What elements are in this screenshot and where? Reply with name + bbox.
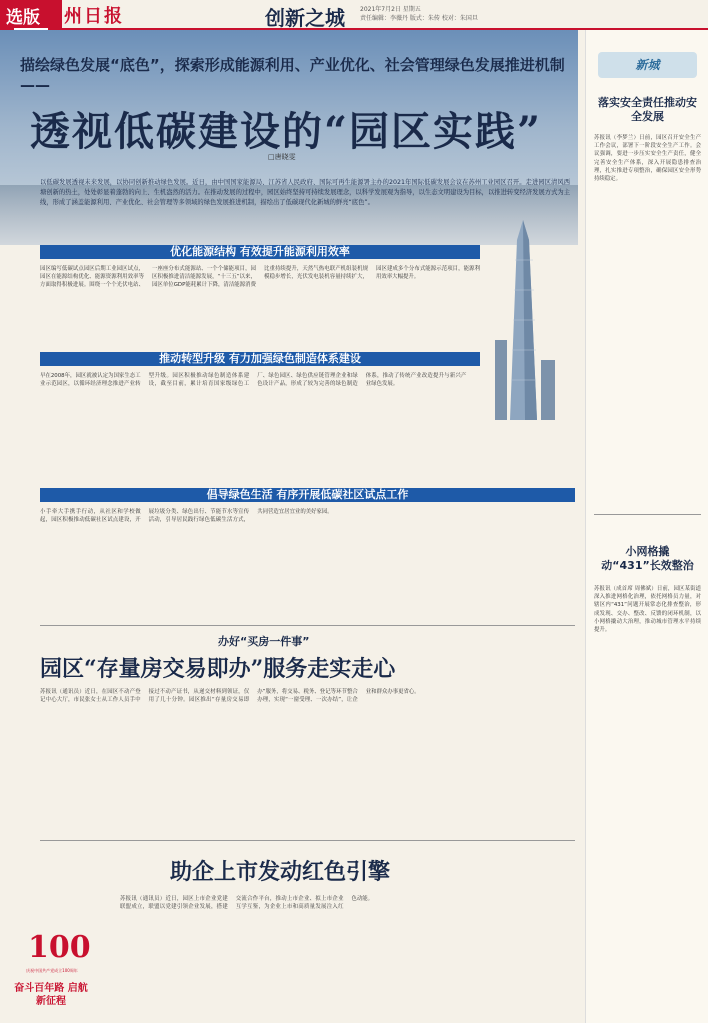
centenary-caption: 庆祝中国共产党成立100周年 xyxy=(26,968,78,973)
article1-subhead-3: 倡导绿色生活 有序开展低碳社区试点工作 xyxy=(40,488,575,502)
centenary-number: 100 xyxy=(28,930,91,965)
divider xyxy=(40,840,575,841)
editor-credits: 责任编辑：李薇丹 版式：朱传 校对：朱国旦 xyxy=(360,15,478,22)
divider xyxy=(40,625,575,626)
section-title: 创新之城 xyxy=(265,6,345,30)
sidebar1-headline: 落实安全责任推动安全发展 xyxy=(598,96,697,123)
issue-date: 2021年7月2日 星期五 xyxy=(360,6,421,13)
article1-body-2: 早在2008年，园区就被认定为国家生态工业示范园区，以循环经济理念推进产业转型升级。园区积极推动绿色制造体系建设，截至目前，累计培育国家级绿色工厂、绿色园区、绿色供应链管理企业和绿色设计产品，形成了较为完善的绿色制造体系，推动了传统产业改造提升与新兴产业绿色发展。 xyxy=(40,373,467,388)
newspaper-masthead: 州日报 xyxy=(64,6,124,27)
edition-label: 选版 xyxy=(6,8,40,28)
sidebar-banner: 新城 xyxy=(598,52,697,78)
article1-headline: 透视低碳建设的“园区实践” xyxy=(30,108,543,155)
sidebar2-headline: 小网格撬动“431”长效整治 xyxy=(601,545,694,572)
issue-meta xyxy=(360,5,478,23)
sidebar xyxy=(585,30,708,1023)
article1-kicker: 描绘绿色发展“底色”，探索形成能源利用、产业优化、社会管理绿色发展推进机制—— xyxy=(20,56,565,94)
article1-body-3: 小手牵大手携手行动，从社区和学校做起，园区积极推动低碳社区试点建设，开展垃圾分类、绿色出行、节能节水等宣传活动，引导居民践行绿色低碳生活方式，共同营造宜居宜业的美好家园。 xyxy=(40,509,333,524)
article2-kicker: 办好“买房一件事” xyxy=(218,635,310,648)
article3-body: 苏报讯（通讯员）近日，园区上市企业党建联盟成立，联盟以党建引领企业发展，搭建交流合作平台，推动上市企业、拟上市企业互学互鉴，为企业上市和高质量发展注入红色动能。 xyxy=(120,896,374,911)
centenary-slogan: 奋斗百年路 启航新征程 xyxy=(14,983,88,1007)
article3-headline: 助企上市发动红色引擎 xyxy=(170,859,391,885)
article1-subhead-1: 优化能源结构 有效提升能源利用效率 xyxy=(40,245,480,259)
article2-body: 苏报讯（通讯员）近日，在园区不动产登记中心大厅，市民张女士从工作人员手中接过不动产证书，从递交材料到领证，仅用了几十分钟。园区推出“存量房交易即办”服务，将交易、税务、登记等环节整合办理，实现“一窗受理、一次办结”，让企业和群众办事更省心。 xyxy=(40,689,420,704)
article1-byline: □唐晓雯 xyxy=(268,153,296,161)
divider xyxy=(594,514,701,515)
article1-lead: 以低碳发展透视未来发展，以协同创新推动绿色发展。近日，由中国国家能源局、江苏省人民政府、国际可再生能源署主办的2021年国际低碳发展会议在苏州工业园区召开。走进园区清风西塘创新的热土，处处彰显着蓬勃的向上、生机盎然的活力。在推动发展的过程中，园区始终坚持可持续发展理念，以科学发展观为指导，以生态文明建设为目标，以推进转变经济发展方式为主线，形成了涵盖能源利用、产业优化、社会管理等多领域的绿色发展推进机制，描绘出了低碳现代化新城的鲜亮“底色”。 xyxy=(40,179,570,206)
article2-headline: 园区“存量房交易即办”服务走实走心 xyxy=(40,656,396,682)
sidebar2-body: 苏报讯（成首席 周佛斌）日前，园区某街道深入推进网格化治理，依托网格员力量，对辖区内“431”问题开展常态化排查整治，形成发现、交办、整改、反馈的闭环机制，以小网格撬动大治理，推动城市管理水平持续提升。 xyxy=(594,586,701,634)
article1-subhead-2: 推动转型升级 有力加强绿色制造体系建设 xyxy=(40,352,480,366)
sidebar1-body: 苏报讯（李梦兰）日前，园区召开安全生产工作会议，部署下一阶段安全生产工作。会议强调，要进一步压实安全生产责任，健全完善安全生产体系，深入开展隐患排查治理，扎实推进专项整治，确保园区安全形势持续稳定。 xyxy=(594,135,701,183)
centenary-logo xyxy=(10,930,90,1016)
article1-body-1: 园区编写低碳试点园区后期工业园区试点，园区在能源结构优化、能源资源利用效率等方面取得积极进展。围绕一个个光伏电站、一座座分布式能源站、一个个储能项目，园区积极推进清洁能源发展，“十三五”以来，园区单位GDP能耗累计下降，清洁能源消费比重持续提升，天然气热电联产机组装机规模稳步增长，光伏发电装机容量持续扩大，园区建成多个分布式能源示范项目，能源利用效率大幅提升。 xyxy=(40,266,480,289)
